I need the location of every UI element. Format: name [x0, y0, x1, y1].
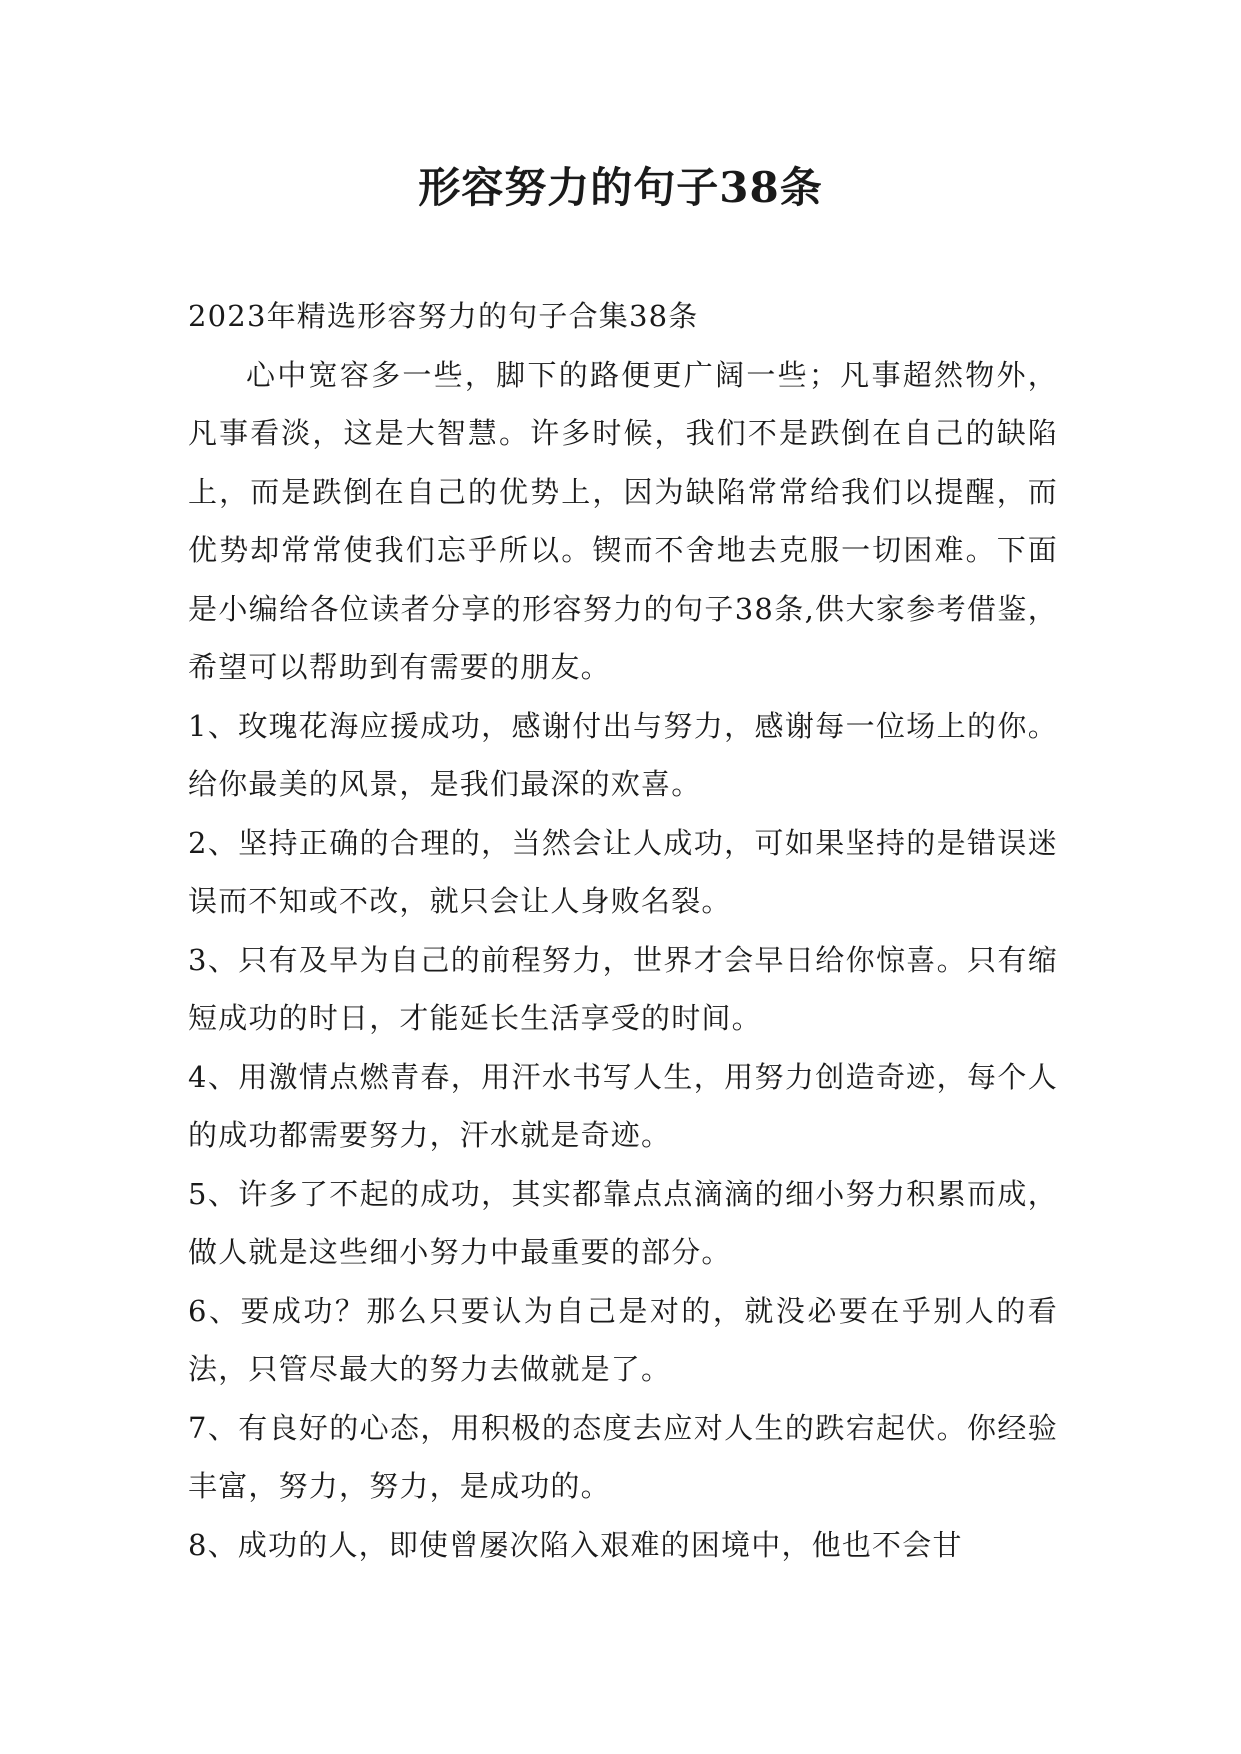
list-item: 5、许多了不起的成功，其实都靠点点滴滴的细小努力积累而成，做人就是这些细小努力中最重要的部分。 — [188, 1176, 1058, 1269]
list-item: 8、成功的人，即使曾屡次陷入艰难的困境中，他也不会甘 — [188, 1527, 963, 1562]
document-subtitle: 2023年精选形容努力的句子合集38条 — [188, 299, 699, 333]
list-item: 7、有良好的心态，用积极的态度去应对人生的跌宕起伏。你经验丰富，努力，努力，是成功的。 — [188, 1410, 1058, 1503]
list-item: 2、坚持正确的合理的，当然会让人成功，可如果坚持的是错误迷误而不知或不改，就只会让人身败名裂。 — [188, 825, 1058, 918]
intro-paragraph: 心中宽容多一些，脚下的路便更广阔一些；凡事超然物外，凡事看淡，这是大智慧。许多时候，我们不是跌倒在自己的缺陷上，而是跌倒在自己的优势上，因为缺陷常常给我们以提醒，而优势却常常使我们忘乎所以。锲而不舍地去克服一切困难。下面是小编给各位读者分享的形容努力的句子38条,供大家参考借鉴，希望可以帮助到有需要的朋友。 — [188, 357, 1058, 684]
list-item: 3、只有及早为自己的前程努力，世界才会早日给你惊喜。只有缩短成功的时日，才能延长生活享受的时间。 — [188, 942, 1058, 1035]
list-item: 1、玫瑰花海应援成功，感谢付出与努力，感谢每一位场上的你。给你最美的风景，是我们最深的欢喜。 — [188, 708, 1058, 801]
list-item: 4、用激情点燃青春，用汗水书写人生，用努力创造奇迹，每个人的成功都需要努力，汗水就是奇迹。 — [188, 1059, 1058, 1152]
list-item: 6、要成功？那么只要认为自己是对的，就没必要在乎别人的看法，只管尽最大的努力去做就是了。 — [188, 1293, 1058, 1386]
document-title: 形容努力的句子38条 — [418, 163, 823, 212]
document-body — [188, 287, 1058, 1574]
